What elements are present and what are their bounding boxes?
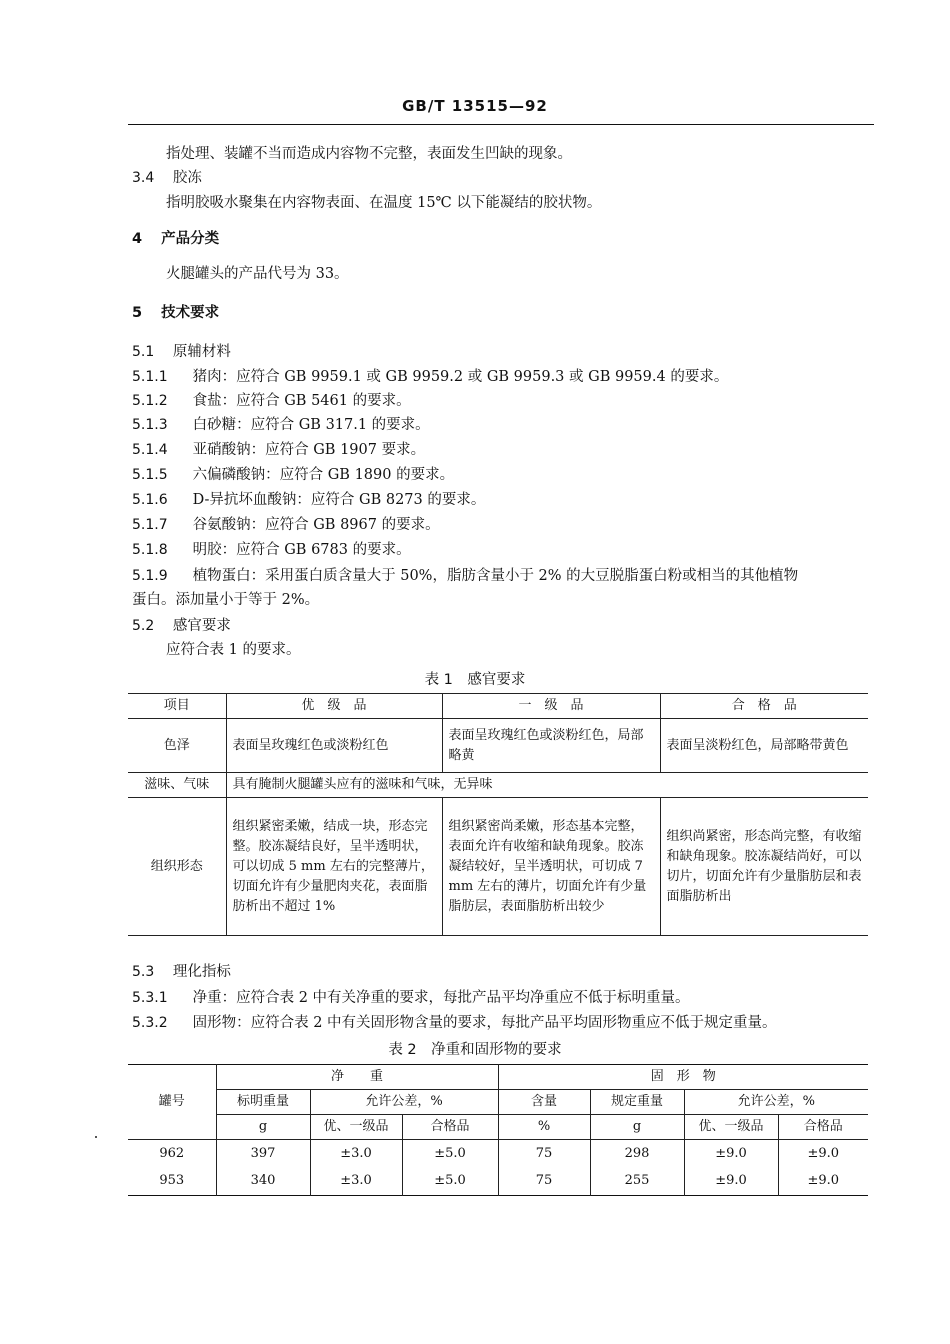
material-item [132, 391, 411, 411]
tolerance-cell: ±9.0 [778, 1140, 868, 1168]
item-text: 明胶：应符合 GB 6783 的要求。 [192, 542, 411, 558]
item-text: 植物蛋白：采用蛋白质含量大于 50%，脂肪含量小于 2% 的大豆脱脂蛋白粉或相当的其他植物 [192, 568, 799, 584]
table-row [128, 773, 868, 798]
table-2-caption: 表 2 净重和固形物的要求 [388, 1042, 562, 1058]
item-cell: 色泽 [128, 719, 226, 773]
material-item [132, 540, 411, 560]
header-cell: 项目 [128, 694, 226, 719]
table-1-caption: 表 1 感官要求 [424, 672, 526, 688]
item-text: 猪肉：应符合 GB 9959.1 或 GB 9959.2 或 GB 9959.3 或 GB 9959.4 的要求。 [192, 369, 729, 385]
item-number: 5.1.6 [132, 492, 168, 508]
section-title: 感官要求 [172, 618, 231, 634]
table-row [128, 798, 868, 936]
grade-header: 优、一级品 [310, 1115, 402, 1140]
net-weight-header: 净 重 [216, 1065, 498, 1090]
section-number: 4 [132, 231, 143, 247]
item-number: 5.3.2 [132, 1015, 168, 1031]
section-title: 理化指标 [172, 964, 231, 980]
table-header-row [128, 1090, 868, 1115]
material-item [132, 465, 454, 485]
section-number: 5.2 [132, 618, 155, 634]
unit-cell: g [590, 1115, 684, 1140]
material-item [132, 515, 440, 535]
section-number: 5.1 [132, 344, 155, 360]
table-header-row [128, 694, 868, 719]
grade-header: 合格品 [402, 1115, 498, 1140]
can-cell: 953 [128, 1168, 216, 1196]
content-cell: 75 [498, 1140, 590, 1168]
section-3-4-heading [132, 168, 202, 188]
section-5-2-heading [132, 616, 231, 636]
item-number: 5.1.9 [132, 568, 168, 584]
specified-weight-header: 规定重量 [590, 1090, 684, 1115]
table-row [128, 719, 868, 773]
header-cell: 一 级 品 [442, 694, 660, 719]
section-4-heading [132, 229, 219, 249]
all-grades-cell: 具有腌制火腿罐头应有的滋味和气味，无异味 [226, 773, 868, 798]
table-header-row [128, 1065, 868, 1090]
section-number: 5 [132, 305, 143, 321]
header-cell: 优 级 品 [226, 694, 442, 719]
item-number: 5.1.3 [132, 417, 168, 433]
qualified-cell: 表面呈淡粉红色，局部略带黄色 [660, 719, 868, 773]
item-number: 5.1.7 [132, 517, 168, 533]
item-cell: 滋味、气味 [128, 773, 226, 798]
header-rule [128, 124, 874, 125]
specified-cell: 255 [590, 1168, 684, 1196]
section-3-4-text: 指明胶吸水聚集在内容物表面、在温度 15℃ 以下能凝结的胶状物。 [166, 195, 602, 211]
section-5-3-2 [132, 1013, 777, 1033]
section-number: 5.3 [132, 964, 155, 980]
tolerance-cell: ±5.0 [402, 1168, 498, 1196]
grade-header: 合格品 [778, 1115, 868, 1140]
can-number-header: 罐号 [128, 1065, 216, 1140]
item-number: 5.1.1 [132, 369, 168, 385]
tolerance-header: 允许公差，% [684, 1090, 868, 1115]
item-number: 5.3.1 [132, 990, 168, 1006]
item-text: D-异抗坏血酸钠：应符合 GB 8273 的要求。 [192, 492, 486, 508]
material-item [132, 367, 728, 387]
sensory-table [128, 693, 868, 936]
scan-speck [95, 1136, 97, 1138]
item-number: 5.1.2 [132, 393, 168, 409]
item-text: 白砂糖：应符合 GB 317.1 的要求。 [192, 417, 430, 433]
content-cell: 75 [498, 1168, 590, 1196]
item-number: 5.1.5 [132, 467, 168, 483]
tolerance-cell: ±3.0 [310, 1140, 402, 1168]
first-grade-cell: 表面呈玫瑰红色或淡粉红色，局部略黄 [442, 719, 660, 773]
material-item [132, 566, 798, 586]
item-text: 谷氨酸钠：应符合 GB 8967 的要求。 [192, 517, 440, 533]
section-4-text: 火腿罐头的产品代号为 33。 [166, 266, 349, 282]
section-number: 3.4 [132, 170, 155, 186]
item-text: 固形物：应符合表 2 中有关固形物含量的要求，每批产品平均固形物重应不低于规定重量。 [192, 1015, 777, 1031]
tolerance-cell: ±5.0 [402, 1140, 498, 1168]
labeled-weight-header: 标明重量 [216, 1090, 310, 1115]
net-weight-solids-table [128, 1064, 868, 1196]
labeled-cell: 340 [216, 1168, 310, 1196]
item-number: 5.1.8 [132, 542, 168, 558]
header-cell: 合 格 品 [660, 694, 868, 719]
premium-cell: 组织紧密柔嫩，结成一块，形态完整。胶冻凝结良好，呈半透明状，可以切成 5 mm 左右的完整薄片，切面允许有少量肥肉夹花，表面脂肪析出不超过 1% [226, 798, 442, 936]
item-text: 亚硝酸钠：应符合 GB 1907 要求。 [192, 442, 426, 458]
material-item [132, 440, 425, 460]
material-item-continuation: 蛋白。添加量小于等于 2%。 [132, 592, 320, 608]
tolerance-cell: ±3.0 [310, 1168, 402, 1196]
item-text: 六偏磷酸钠：应符合 GB 1890 的要求。 [192, 467, 455, 483]
qualified-cell: 组织尚紧密，形态尚完整，有收缩和缺角现象。胶冻凝结尚好，可以切片，切面允许有少量脂肪层和表面脂肪析出 [660, 798, 868, 936]
unit-cell: % [498, 1115, 590, 1140]
specified-cell: 298 [590, 1140, 684, 1168]
defect-definition: 指处理、装罐不当而造成内容物不完整，表面发生凹缺的现象。 [166, 146, 572, 162]
section-title: 原辅材料 [172, 344, 231, 360]
section-5-3-1 [132, 988, 690, 1008]
page-header: GB/T 13515—92 [402, 97, 548, 115]
item-number: 5.1.4 [132, 442, 168, 458]
can-cell: 962 [128, 1140, 216, 1168]
tolerance-cell: ±9.0 [684, 1140, 778, 1168]
premium-cell: 表面呈玫瑰红色或淡粉红色 [226, 719, 442, 773]
tolerance-cell: ±9.0 [684, 1168, 778, 1196]
tolerance-header: 允许公差，% [310, 1090, 498, 1115]
section-5-2-text: 应符合表 1 的要求。 [166, 642, 301, 658]
item-text: 净重：应符合表 2 中有关净重的要求，每批产品平均净重应不低于标明重量。 [192, 990, 690, 1006]
section-title: 胶冻 [172, 170, 202, 186]
item-cell: 组织形态 [128, 798, 226, 936]
section-title: 产品分类 [161, 231, 220, 247]
material-item [132, 415, 430, 435]
labeled-cell: 397 [216, 1140, 310, 1168]
content-header: 含量 [498, 1090, 590, 1115]
material-item [132, 490, 485, 510]
tolerance-cell: ±9.0 [778, 1168, 868, 1196]
section-title: 技术要求 [161, 305, 220, 321]
table-row [128, 1168, 868, 1196]
section-5-heading [132, 303, 219, 323]
table-header-row [128, 1115, 868, 1140]
solids-header: 固 形 物 [498, 1065, 868, 1090]
section-5-3-heading [132, 962, 231, 982]
first-grade-cell: 组织紧密尚柔嫩，形态基本完整，表面允许有收缩和缺角现象。胶冻凝结较好，呈半透明状，可切成 7 mm 左右的薄片，切面允许有少量脂肪层，表面脂肪析出较少 [442, 798, 660, 936]
unit-cell: g [216, 1115, 310, 1140]
grade-header: 优、一级品 [684, 1115, 778, 1140]
table-row [128, 1140, 868, 1168]
item-text: 食盐：应符合 GB 5461 的要求。 [192, 393, 411, 409]
section-5-1-heading [132, 342, 231, 362]
